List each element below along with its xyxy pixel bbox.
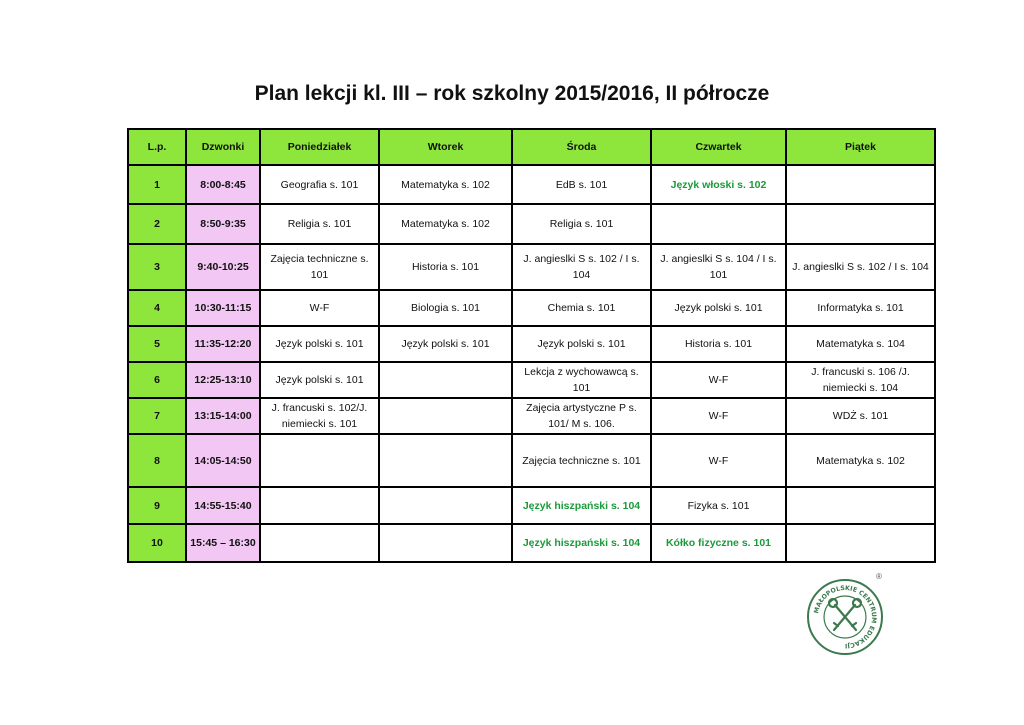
table-row <box>128 362 935 398</box>
cell-time: 14:05-14:50 <box>186 434 260 487</box>
cell-friday <box>786 487 935 524</box>
timetable <box>127 128 936 563</box>
header-friday: Piątek <box>786 129 935 165</box>
cell-friday <box>786 165 935 204</box>
cell-tuesday: Język polski s. 101 <box>379 326 512 362</box>
cell-lp: 8 <box>128 434 186 487</box>
cell-wednesday: Lekcja z wychowawcą s. 101 <box>512 362 651 398</box>
cell-wednesday: Religia s. 101 <box>512 204 651 244</box>
cell-monday: Język polski s. 101 <box>260 326 379 362</box>
cell-wednesday: J. angieslki S s. 102 / I s. 104 <box>512 244 651 290</box>
cell-monday: Geografia s. 101 <box>260 165 379 204</box>
cell-time: 9:40-10:25 <box>186 244 260 290</box>
cell-friday: Matematyka s. 102 <box>786 434 935 487</box>
cell-time: 10:30-11:15 <box>186 290 260 326</box>
header-lp: L.p. <box>128 129 186 165</box>
header-tuesday: Wtorek <box>379 129 512 165</box>
cell-time: 13:15-14:00 <box>186 398 260 434</box>
cell-wednesday: Język hiszpański s. 104 <box>512 524 651 562</box>
cell-thursday <box>651 204 786 244</box>
cell-tuesday: Historia s. 101 <box>379 244 512 290</box>
cell-friday <box>786 524 935 562</box>
cell-lp: 1 <box>128 165 186 204</box>
page-title: Plan lekcji kl. III – rok szkolny 2015/2016, II półrocze <box>254 82 770 105</box>
cell-time: 8:00-8:45 <box>186 165 260 204</box>
cell-lp: 3 <box>128 244 186 290</box>
cell-tuesday <box>379 398 512 434</box>
cell-thursday: Kółko fizyczne s. 101 <box>651 524 786 562</box>
cell-tuesday <box>379 362 512 398</box>
cell-friday: Informatyka s. 101 <box>786 290 935 326</box>
table-row <box>128 326 935 362</box>
cell-time: 11:35-12:20 <box>186 326 260 362</box>
header-bells: Dzwonki <box>186 129 260 165</box>
cell-lp: 9 <box>128 487 186 524</box>
cell-monday <box>260 487 379 524</box>
header-thursday: Czwartek <box>651 129 786 165</box>
cell-friday: Matematyka s. 104 <box>786 326 935 362</box>
cell-time: 15:45 – 16:30 <box>186 524 260 562</box>
cell-friday: WDŻ s. 101 <box>786 398 935 434</box>
cell-thursday: W-F <box>651 434 786 487</box>
crossed-keys-seal-icon <box>806 578 884 656</box>
cell-monday: Zajęcia techniczne s. 101 <box>260 244 379 290</box>
table-row <box>128 524 935 562</box>
cell-tuesday: Biologia s. 101 <box>379 290 512 326</box>
cell-wednesday: Zajęcia artystyczne P s. 101/ M s. 106. <box>512 398 651 434</box>
cell-monday: Język polski s. 101 <box>260 362 379 398</box>
cell-thursday: J. angieslki S s. 104 / I s. 101 <box>651 244 786 290</box>
cell-thursday: W-F <box>651 362 786 398</box>
cell-lp: 6 <box>128 362 186 398</box>
table-row <box>128 290 935 326</box>
logo-text: MAŁOPOLSKIE CENTRUM EDUKACJI <box>813 584 878 650</box>
cell-thursday: Historia s. 101 <box>651 326 786 362</box>
table-row <box>128 165 935 204</box>
cell-tuesday: Matematyka s. 102 <box>379 165 512 204</box>
header-wednesday: Środa <box>512 129 651 165</box>
cell-lp: 7 <box>128 398 186 434</box>
cell-lp: 10 <box>128 524 186 562</box>
cell-lp: 4 <box>128 290 186 326</box>
cell-wednesday: Język hiszpański s. 104 <box>512 487 651 524</box>
cell-friday: J. francuski s. 106 /J. niemiecki s. 104 <box>786 362 935 398</box>
cell-wednesday: EdB s. 101 <box>512 165 651 204</box>
cell-tuesday <box>379 487 512 524</box>
cell-monday: J. francuski s. 102/J. niemiecki s. 101 <box>260 398 379 434</box>
cell-monday: Religia s. 101 <box>260 204 379 244</box>
registered-mark: ® <box>876 572 882 581</box>
table-row <box>128 398 935 434</box>
cell-tuesday <box>379 524 512 562</box>
table-row <box>128 244 935 290</box>
table-row <box>128 487 935 524</box>
cell-thursday: W-F <box>651 398 786 434</box>
cell-tuesday <box>379 434 512 487</box>
cell-tuesday: Matematyka s. 102 <box>379 204 512 244</box>
cell-thursday: Język polski s. 101 <box>651 290 786 326</box>
cell-time: 8:50-9:35 <box>186 204 260 244</box>
cell-monday <box>260 524 379 562</box>
cell-time: 12:25-13:10 <box>186 362 260 398</box>
cell-lp: 2 <box>128 204 186 244</box>
cell-time: 14:55-15:40 <box>186 487 260 524</box>
cell-lp: 5 <box>128 326 186 362</box>
cell-thursday: Fizyka s. 101 <box>651 487 786 524</box>
header-monday: Poniedziałek <box>260 129 379 165</box>
header-row <box>128 129 935 165</box>
cell-wednesday: Język polski s. 101 <box>512 326 651 362</box>
cell-friday <box>786 204 935 244</box>
cell-monday <box>260 434 379 487</box>
table-row <box>128 434 935 487</box>
cell-wednesday: Chemia s. 101 <box>512 290 651 326</box>
table-row <box>128 204 935 244</box>
cell-thursday: Język włoski s. 102 <box>651 165 786 204</box>
cell-monday: W-F <box>260 290 379 326</box>
cell-friday: J. angieslki S s. 102 / I s. 104 <box>786 244 935 290</box>
school-logo <box>806 572 884 656</box>
cell-wednesday: Zajęcia techniczne s. 101 <box>512 434 651 487</box>
